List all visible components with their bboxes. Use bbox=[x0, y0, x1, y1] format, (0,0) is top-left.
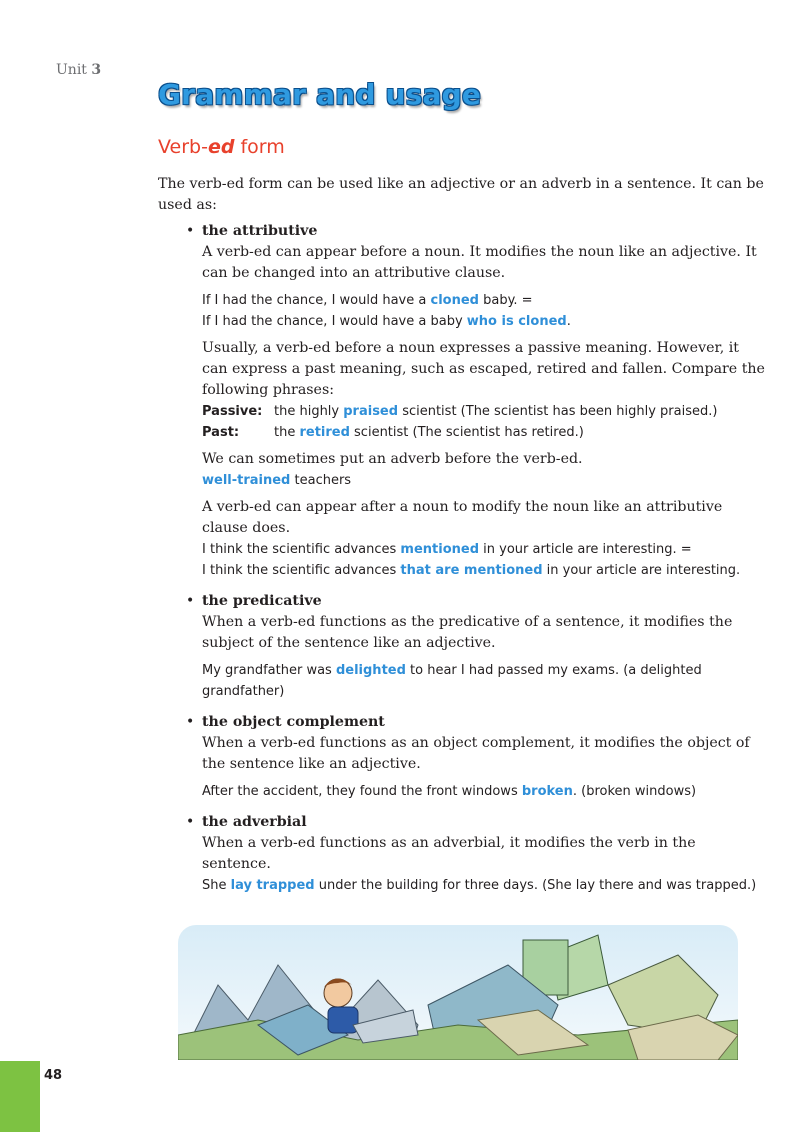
bullet-heading: the predicative bbox=[202, 593, 322, 609]
bullet-dot: • bbox=[186, 714, 195, 730]
bullet-dot: • bbox=[186, 223, 195, 239]
bullet-attributive bbox=[158, 221, 766, 581]
example-sentence: She lay trapped under the building for three days. (She lay there and was trapped.) bbox=[202, 878, 757, 893]
subtitle-em: ed bbox=[207, 136, 235, 158]
paragraph: A verb-ed can appear after a noun to modify the noun like an attributive clause does. bbox=[202, 499, 723, 536]
bullet-heading: the attributive bbox=[202, 223, 318, 239]
example-past: Past: the retired scientist (The scientist has retired.) bbox=[202, 425, 584, 440]
example-sentence: After the accident, they found the front windows broken. (broken windows) bbox=[202, 784, 697, 799]
bullet-heading: the adverbial bbox=[202, 814, 307, 830]
unit-label-text: Unit bbox=[56, 62, 87, 78]
intro-paragraph: The verb-ed form can be used like an adjective or an adverb in a sentence. It can be used as: bbox=[158, 176, 764, 213]
paragraph: A verb-ed can appear before a noun. It modifies the noun like an adjective. It can be changed into an attributive clause. bbox=[202, 244, 757, 281]
paragraph: When a verb-ed functions as the predicative of a sentence, it modifies the subject of the sentence like an adjective. bbox=[202, 614, 733, 651]
main-content bbox=[158, 174, 766, 896]
example-sentence: I think the scientific advances that are mentioned in your article are interesting. bbox=[202, 563, 741, 578]
example-sentence: My grandfather was delighted to hear I had passed my exams. (a delighted grandfather) bbox=[202, 663, 702, 699]
example-sentence: If I had the chance, I would have a baby who is cloned. bbox=[202, 314, 571, 329]
paragraph: When a verb-ed functions as an object complement, it modifies the object of the sentence like an adjective. bbox=[202, 735, 750, 772]
bullet-dot: • bbox=[186, 814, 195, 830]
bullet-object-complement bbox=[158, 712, 766, 802]
section-subtitle bbox=[158, 136, 285, 158]
unit-number: 3 bbox=[91, 62, 102, 78]
bullet-adverbial bbox=[158, 812, 766, 896]
rubble-illustration bbox=[178, 925, 738, 1060]
subtitle-pre: Verb- bbox=[158, 136, 208, 158]
example-sentence: If I had the chance, I would have a cloned baby. = bbox=[202, 293, 533, 308]
subtitle-post: form bbox=[234, 136, 285, 158]
bullet-predicative bbox=[158, 591, 766, 702]
page-title: Grammar and usage bbox=[158, 78, 482, 111]
paragraph: We can sometimes put an adverb before the verb-ed. bbox=[202, 451, 583, 467]
example-sentence: well-trained teachers bbox=[202, 473, 352, 488]
bullet-dot: • bbox=[186, 593, 195, 609]
bullet-heading: the object complement bbox=[202, 714, 385, 730]
paragraph: Usually, a verb-ed before a noun expresses a passive meaning. However, it can express a past meaning, such as escaped, retired and fallen. Compare the following phrases: bbox=[202, 340, 765, 398]
page-number: 48 bbox=[44, 1068, 63, 1083]
unit-label bbox=[56, 62, 101, 78]
example-sentence: I think the scientific advances mentioned in your article are interesting. = bbox=[202, 542, 692, 557]
page-tab bbox=[0, 1061, 40, 1132]
paragraph: When a verb-ed functions as an adverbial, it modifies the verb in the sentence. bbox=[202, 835, 696, 872]
example-passive: Passive: the highly praised scientist (The scientist has been highly praised.) bbox=[202, 404, 718, 419]
